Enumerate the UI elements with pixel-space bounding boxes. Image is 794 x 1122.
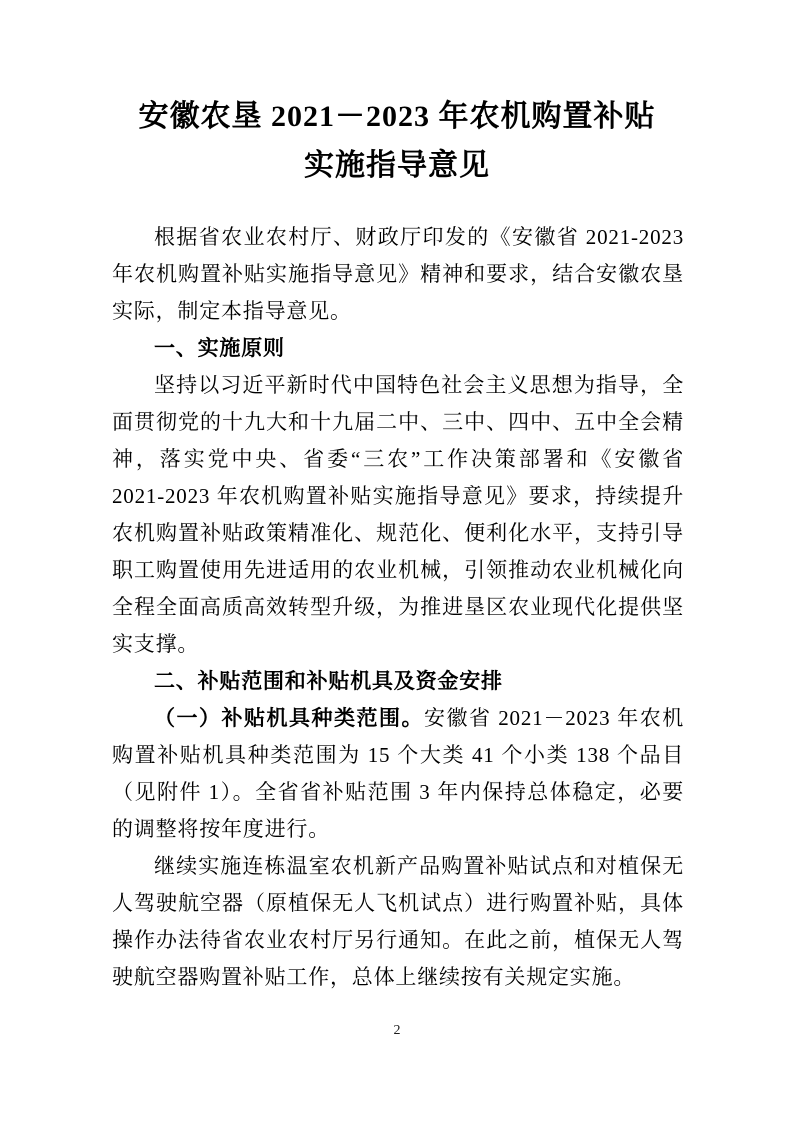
paragraph-machine-scope xyxy=(112,700,684,848)
heading-section-1: 一、实施原则 xyxy=(154,337,285,360)
paragraph-intro: 根据省农业农村厅、财政厅印发的《安徽省 2021-2023 年农机购置补贴实施指导意见》精神和要求，结合安徽农垦实际，制定本指导意见。 xyxy=(112,225,684,323)
paragraph-machine-scope-text: 安徽省 2021－2023 年农机购置补贴机具种类范围为 15 个大类 41 个小类 138 个品目（见附件 1）。全省省补贴范围 3 年内保持总体稳定，必要的调整将按年度进行。 xyxy=(112,706,684,841)
title-line-2: 实施指导意见 xyxy=(304,149,490,182)
page-number: 2 xyxy=(393,1023,401,1038)
paragraph-pilot-program: 继续实施连栋温室农机新产品购置补贴试点和对植保无人驾驶航空器（原植保无人飞机试点）进行购置补贴，具体操作办法待省农业农村厅另行通知。在此之前，植保无人驾驶航空器购置补贴工作，总体上继续按有关规定实施。 xyxy=(112,854,684,989)
document-body xyxy=(112,219,684,996)
title-line-1: 安徽农垦 2021－2023 年农机购置补贴 xyxy=(138,100,656,133)
document-title xyxy=(0,92,794,190)
paragraph-machine-scope-lead: （一）补贴机具种类范围。 xyxy=(154,707,424,730)
paragraph-principles: 坚持以习近平新时代中国特色社会主义思想为指导，全面贯彻党的十九大和十九届二中、三中、四中、五中全会精神，落实党中央、省委“三农”工作决策部署和《安徽省 2021-2023 年农机购置补贴实施指导意见》要求，持续提升农机购置补贴政策精准化、规范化、便利化水平，支持引导职工购置使用先进适用的农业机械，引领推动农业机械化向全程全面高质高效转型升级，为推进垦区农业现代化提供坚实支撑。 xyxy=(112,373,684,656)
heading-section-2: 二、补贴范围和补贴机具及资金安排 xyxy=(154,670,503,693)
